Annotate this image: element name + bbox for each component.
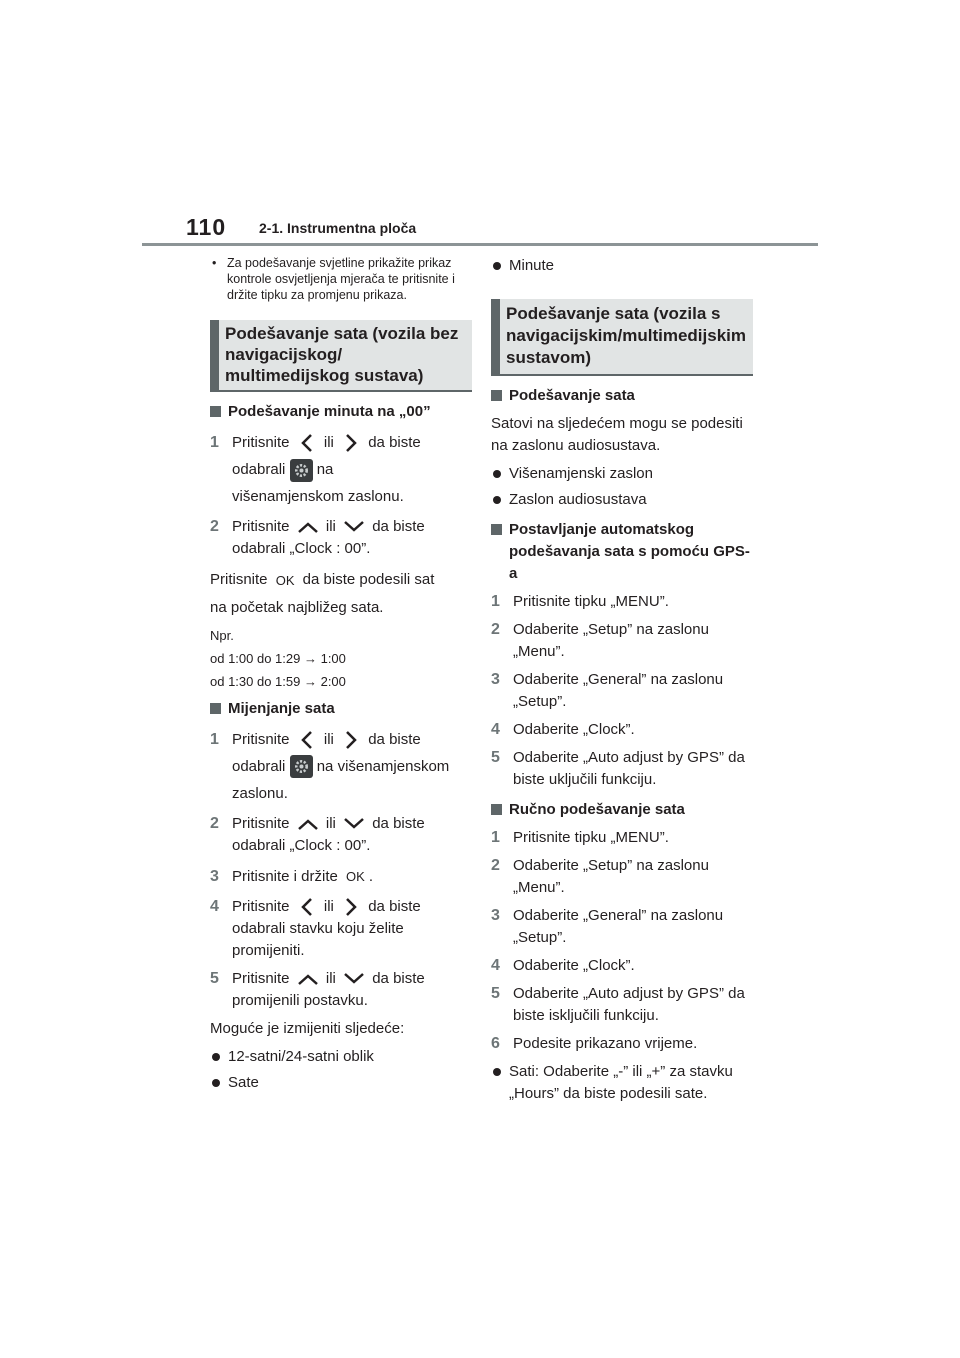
- step-number: 2: [491, 857, 500, 874]
- step-text: .: [368, 867, 374, 885]
- step-number: 5: [491, 749, 500, 766]
- para-text: Pritisnite: [210, 571, 268, 588]
- step-text: da biste: [368, 730, 421, 748]
- ok-button-label: OK: [346, 869, 365, 885]
- example-line-2: od 1:30 do 1:59 → 2:00: [210, 673, 346, 689]
- step-item: [491, 1033, 753, 1055]
- para-text: da biste podesili sat: [302, 571, 435, 588]
- step-2: [210, 516, 472, 560]
- bullet-item: [491, 463, 753, 485]
- step-item: [491, 591, 753, 613]
- square-bullet-icon: [491, 804, 502, 815]
- example-line-1: od 1:00 do 1:29 → 1:00: [210, 650, 346, 666]
- section-heading-no-nav: Podešavanje sata (vozila bez navigacijskog/ multimedijskog sustava): [210, 320, 472, 392]
- step-number: 1: [210, 434, 219, 451]
- section-heading-with-nav: Podešavanje sata (vozila s navigacijskim/multimedijskim sustavom): [491, 299, 753, 376]
- subheading-text: Mijenjanje sata: [228, 699, 335, 717]
- chevron-left-icon: [294, 896, 320, 918]
- subheading-text: Podešavanje sata: [509, 387, 635, 404]
- running-header: 2-1. Instrumentna ploča: [259, 220, 417, 236]
- step-item: [491, 827, 753, 849]
- step-text: da biste: [372, 814, 425, 832]
- chevron-left-icon: [294, 729, 320, 751]
- step-number: 3: [491, 907, 500, 924]
- step-text: Pritisnite: [232, 814, 290, 832]
- step-text: odabrali: [232, 757, 286, 775]
- chevron-down-icon: [340, 816, 368, 832]
- chevron-up-icon: [294, 971, 322, 987]
- example-label: Npr.: [210, 627, 234, 643]
- step-number: 5: [210, 970, 219, 988]
- step-text: Podesite prikazano vrijeme.: [513, 1035, 698, 1052]
- bullet-text: Zaslon audiosustava: [509, 491, 647, 508]
- chevron-down-icon: [340, 519, 368, 535]
- square-bullet-icon: [210, 406, 221, 417]
- bullet-text: Sati: Odaberite „-” ili „+” za stavku „Hours” da biste podesili sate.: [509, 1063, 733, 1102]
- step-text: Odaberite „Setup” na zaslonu „Menu”.: [513, 621, 709, 660]
- subheading-clock-setting: [491, 385, 753, 407]
- step-text: Pritisnite tipku „MENU”.: [513, 829, 669, 846]
- square-bullet-icon: [491, 390, 502, 401]
- bullet-item: [491, 489, 753, 511]
- chevron-up-icon: [294, 519, 322, 535]
- step-text: Pritisnite: [232, 970, 290, 988]
- bullet-item: [210, 1072, 472, 1094]
- bullet-text: Višenamjenski zaslon: [509, 465, 653, 482]
- bullet-dot: [212, 1079, 220, 1087]
- bullet-dot: [493, 1068, 501, 1076]
- step-number: 2: [210, 518, 219, 535]
- step-text: da biste: [372, 518, 425, 535]
- step-text: ili: [325, 970, 336, 988]
- subheading-text: Postavljanje automatskog podešavanja sata s pomoću GPS-a: [509, 521, 750, 582]
- header-rule: [142, 243, 818, 246]
- step-text: odabrali stavku koju želite promijeniti.: [232, 920, 404, 960]
- chevron-right-icon: [338, 729, 364, 751]
- step-number: 3: [210, 867, 219, 885]
- step-item: [491, 905, 753, 949]
- step-number: 5: [491, 985, 500, 1002]
- step-text: Pritisnite tipku „MENU”.: [513, 593, 669, 610]
- step-number: 6: [491, 1035, 500, 1052]
- subheading-change-clock: [210, 698, 472, 720]
- step-number: 3: [491, 671, 500, 688]
- change-step-5: [210, 968, 472, 1012]
- bullet-dot: [212, 1053, 220, 1061]
- step-text: Odaberite „Auto adjust by GPS” da biste isključili funkciju.: [513, 985, 745, 1024]
- auto-steps-list: [491, 591, 753, 791]
- step-number: 2: [210, 814, 219, 832]
- step-number: 1: [210, 730, 219, 748]
- step-text: odabrali: [232, 461, 286, 478]
- step-text: Pritisnite: [232, 518, 290, 535]
- step-item: [491, 855, 753, 899]
- chevron-right-icon: [338, 432, 364, 454]
- note-brightness: [210, 255, 472, 303]
- bullet-item: [491, 255, 753, 277]
- step-item: [491, 719, 753, 741]
- left-column: [210, 255, 472, 1098]
- change-step-1: [210, 726, 472, 807]
- bullet-dot: [493, 262, 501, 270]
- ok-button-label: OK: [275, 572, 295, 588]
- change-step-4: [210, 896, 472, 962]
- step-text: promijenili postavku.: [232, 992, 368, 1010]
- step-text: Pritisnite: [232, 730, 290, 748]
- bullet-item: [210, 1046, 472, 1068]
- step-text: Odaberite „General” na zaslonu „Setup”.: [513, 907, 724, 946]
- bullet-dot: [493, 496, 501, 504]
- settings-gear-icon: [290, 459, 313, 482]
- step-number: 1: [491, 829, 500, 846]
- step-text: Odaberite „Clock”.: [513, 957, 635, 974]
- step-number: 4: [491, 721, 500, 738]
- step-item: [491, 619, 753, 663]
- bullet-dot: [493, 470, 501, 478]
- step-text: Odaberite „Auto adjust by GPS” da biste uključili funkciju.: [513, 749, 745, 788]
- subheading-text: Ručno podešavanje sata: [509, 801, 685, 818]
- chevron-right-icon: [338, 896, 364, 918]
- note-bullet: •: [212, 256, 217, 270]
- step-text: Pritisnite: [232, 434, 290, 451]
- step-text: ili: [323, 434, 334, 451]
- step-number: 2: [491, 621, 500, 638]
- step-item: [491, 747, 753, 791]
- step-number: 1: [491, 593, 500, 610]
- step-text: odabrali „Clock : 00”.: [232, 540, 371, 557]
- subheading-gps-auto: [491, 519, 753, 585]
- bullet-text: 12-satni/24-satni oblik: [228, 1048, 374, 1066]
- step-item: [491, 983, 753, 1027]
- step-number: 4: [210, 898, 219, 916]
- para-text: na početak najbližeg sata.: [210, 598, 384, 616]
- subheading-minutes: [210, 401, 472, 423]
- step-item: [491, 669, 753, 713]
- subheading-text: Podešavanje minuta na „00”: [228, 403, 431, 420]
- step-text: Odaberite „General” na zaslonu „Setup”.: [513, 671, 724, 710]
- manual-steps-list: [491, 827, 753, 1055]
- step-1: [210, 429, 472, 510]
- step-text: Odaberite „Setup” na zaslonu „Menu”.: [513, 857, 709, 896]
- options-paragraph: Moguće je izmijeniti sljedeće:: [210, 1020, 405, 1038]
- step-text: zaslonu.: [232, 784, 288, 802]
- clocks-paragraph: Satovi na sljedećem mogu se podesiti na zaslonu audiosustava.: [491, 415, 743, 454]
- bullet-item: [491, 1061, 753, 1105]
- change-step-2: [210, 813, 472, 857]
- step-text: ili: [323, 898, 334, 916]
- subheading-manual: [491, 799, 753, 821]
- step-text: odabrali „Clock : 00”.: [232, 836, 371, 854]
- step-text: da biste: [372, 970, 425, 988]
- step-text: da biste: [368, 434, 421, 451]
- page-number: 110: [186, 214, 227, 240]
- step-text: na višenamjenskom: [316, 757, 450, 775]
- ok-paragraph: [210, 566, 472, 621]
- step-text: Pritisnite i držite: [232, 867, 338, 885]
- step-text: ili: [325, 814, 336, 832]
- step-item: [491, 955, 753, 977]
- chevron-left-icon: [294, 432, 320, 454]
- square-bullet-icon: [210, 703, 221, 714]
- step-text: ili: [325, 518, 336, 535]
- square-bullet-icon: [491, 524, 502, 535]
- step-text: da biste: [368, 898, 421, 916]
- chevron-up-icon: [294, 816, 322, 832]
- change-step-3: [210, 863, 472, 891]
- step-text: višenamjenskom zaslonu.: [232, 488, 404, 505]
- settings-gear-icon: [290, 755, 313, 778]
- bullet-text: Sate: [228, 1074, 259, 1092]
- step-text: Odaberite „Clock”.: [513, 721, 635, 738]
- step-text: Pritisnite: [232, 898, 290, 916]
- right-column: [491, 255, 753, 1109]
- step-text: na: [316, 461, 334, 478]
- bullet-text: Minute: [509, 257, 555, 274]
- step-number: 4: [491, 957, 500, 974]
- note-text: Za podešavanje svjetline prikažite prikaz kontrole osvjetljenja mjerača te pritisnite i držite tipku za promjenu prikaza.: [227, 256, 455, 302]
- step-text: ili: [323, 730, 334, 748]
- chevron-down-icon: [340, 971, 368, 987]
